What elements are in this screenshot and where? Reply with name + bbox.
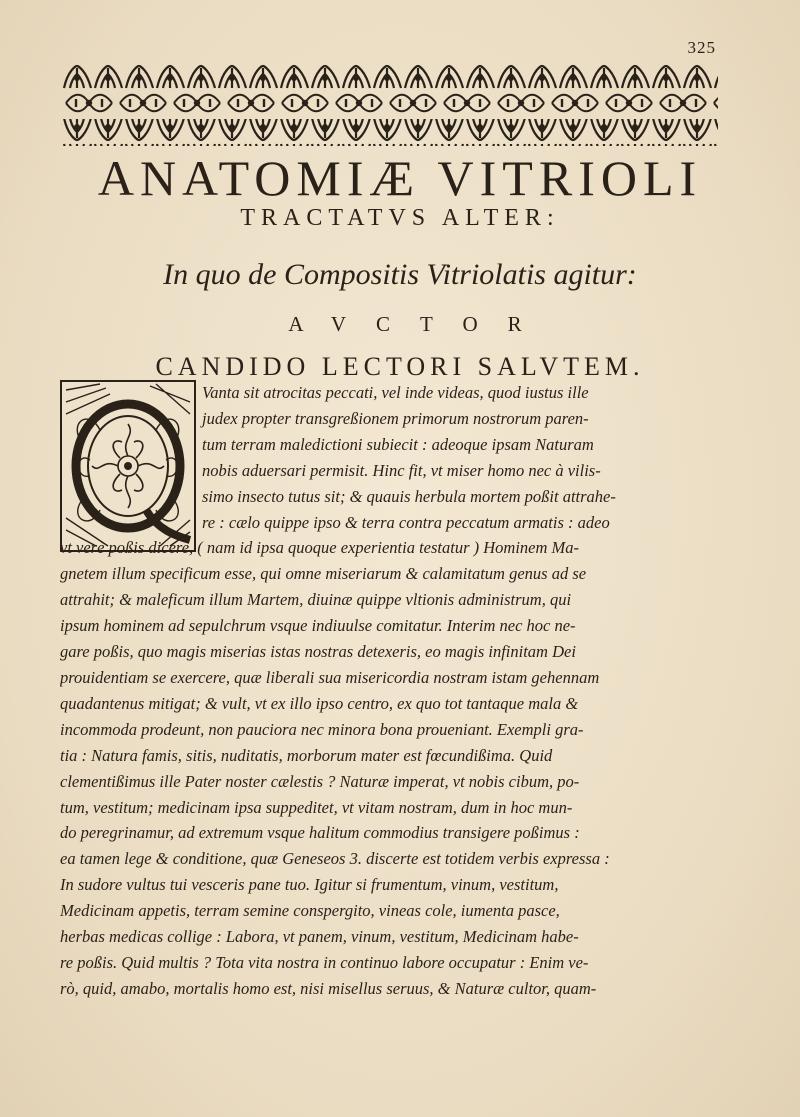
text-line: quadantenus mitigat; & vult, vt ex illo ipso centro, ex quo tot tantaque mala & xyxy=(60,693,579,713)
dedication-heading: CANDIDO LECTORI SALVTEM. xyxy=(155,352,645,381)
author-label: AVCTOR xyxy=(288,312,552,336)
text-line: herbas medicas collige : Labora, vt panem, vinum, vestitum, Medicinam habe- xyxy=(60,927,579,947)
text-line: gnetem illum specificum esse, qui omne miseriarum & calamitatum genus ad se xyxy=(60,564,587,584)
text-line: gare poßis, quo magis miserias istas nostras detexeris, eo magis infinitam Dei xyxy=(60,642,576,662)
text-line: simo insecto tutus sit; & quauis herbula mortem poßit attrahe- xyxy=(202,486,616,506)
text-line: ipsum hominem ad sepulchrum vsque indiuulse comitatur. Interim nec hoc ne- xyxy=(60,616,576,636)
text-line: clementißimus ille Pater noster cælestis ? Naturæ imperat, vt nobis cibum, po- xyxy=(60,771,580,791)
text-line: prouidentiam se exercere, quæ liberali sua misericordia nostram istam gehennam xyxy=(60,667,600,687)
treatise-tagline: In quo de Compositis Vitriolatis agitur: xyxy=(163,258,637,291)
floral-headpiece-ornament-icon xyxy=(62,64,718,146)
treatise-title: ANATOMIÆ VITRIOLI xyxy=(97,150,703,206)
text-line: do peregrinamur, ad extremum vsque halitum commodius transigere poßimus : xyxy=(60,823,580,843)
text-line: Medicinam appetis, terram semine conspergito, vineas cole, iumenta pasce, xyxy=(60,901,560,921)
text-line: tia : Natura famis, sitis, nuditatis, morborum mater est fœcundißima. Quid xyxy=(60,745,553,765)
treatise-subtitle: TRACTATVS ALTER: xyxy=(240,205,560,231)
text-line: ea tamen lege & conditione, quæ Geneseos 3. discerte est totidem verbis expressa : xyxy=(60,849,610,869)
text-line: rò, quid, amabo, mortalis homo est, nisi misellus seruus, & Naturæ cultor, quam- xyxy=(60,978,597,998)
text-line: Vanta sit atrocitas peccati, vel inde videas, quod iustus ille xyxy=(202,383,589,402)
text-line: tum, vestitum; medicinam ipsa suppeditet, vt vitam nostram, dum in hoc mun- xyxy=(60,797,573,817)
text-line: tum terram maledictioni subiecit : adeoque ipsam Naturam xyxy=(202,434,594,454)
text-line: In sudore vultus tui vesceris pane tuo. Igitur si frumentum, vinum, vestitum, xyxy=(60,875,559,895)
text-line: re poßis. Quid multis ? Tota vita nostra in continuo labore occupatur : Enim ve- xyxy=(60,952,589,972)
text-line: vt verè poßis dicere, ( nam id ipsa quoque experientia testatur ) Hominem Ma- xyxy=(60,538,580,558)
body-text xyxy=(60,380,706,1002)
page-number: 325 xyxy=(687,38,716,57)
text-line: incommoda prodeunt, non pauciora nec minora bona proueniant. Exempli gra- xyxy=(60,719,584,739)
text-line: nobis aduersari permisit. Hinc fit, vt miser homo nec à vilis- xyxy=(202,460,601,480)
text-line: re : cælo quippe ipso & terra contra peccatum armatis : adeo xyxy=(202,512,610,532)
text-line: attrahit; & maleficum illum Martem, diuinæ quippe vltionis administrum, qui xyxy=(60,590,572,610)
text-line: judex propter transgreßionem primorum nostrorum paren- xyxy=(202,408,589,428)
